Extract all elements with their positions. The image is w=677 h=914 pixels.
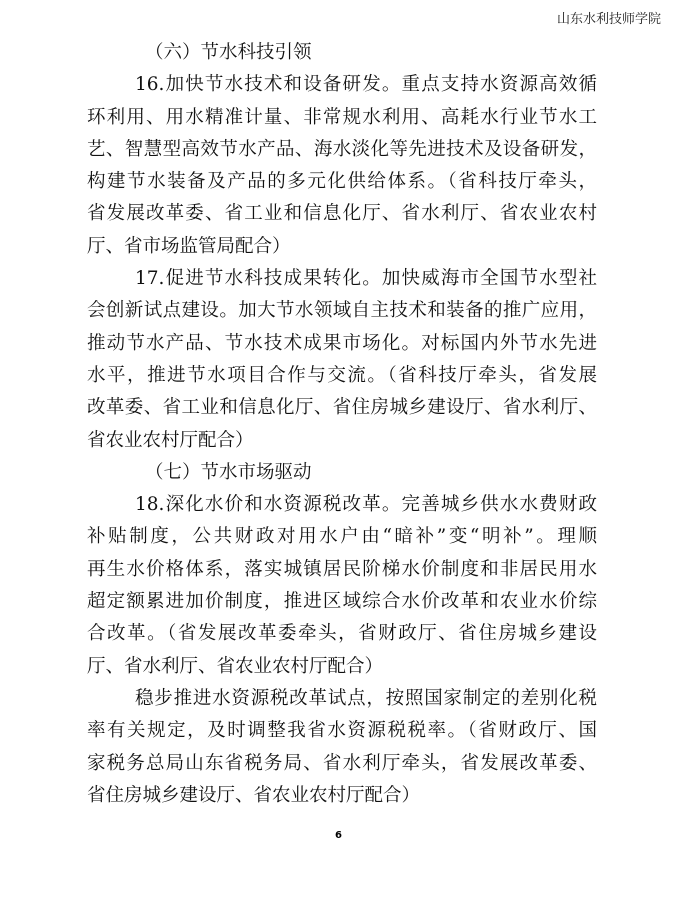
paragraph-line: 稳步推进水资源税改革试点，按照国家制定的差别化税 (135, 687, 597, 709)
section-heading: （六）节水科技引领 (145, 42, 312, 63)
paragraph-line: 率有关规定，及时调整我省水资源税税率。（省财政厅、国 (87, 720, 597, 742)
paragraph-line: 艺、智慧型高效节水产品、海水淡化等先进技术及设备研发， (87, 138, 597, 160)
paragraph-line: 改革委、省工业和信息化厅、省住房城乡建设厅、省水利厅、 (87, 397, 597, 419)
paragraph-line: 省发展改革委、省工业和信息化厅、省水利厅、省农业农村 (87, 203, 597, 225)
section-heading: （七）节水市场驱动 (145, 461, 312, 483)
paragraph-line: 超定额累进加价制度，推进区域综合水价改革和农业水价综 (87, 591, 597, 613)
paragraph-line: 构建节水装备及产品的多元化供给体系。（省科技厅牵头， (87, 171, 597, 193)
paragraph-line: 家税务总局山东省税务局、省水利厅牵头，省发展改革委、 (87, 752, 597, 774)
paragraph-line: 厅、省市场监管局配合） (87, 235, 291, 257)
document-body (87, 37, 597, 812)
watermark-text: 山东水利技师学院 (556, 12, 661, 27)
page-number: 6 (335, 830, 342, 841)
paragraph-line: 厅、省水利厅、省农业农村厅配合） (87, 655, 384, 677)
paragraph-line: 合改革。（省发展改革委牵头，省财政厅、省住房城乡建设 (87, 623, 597, 645)
paragraph-line: 省住房城乡建设厅、省农业农村厅配合） (87, 784, 421, 806)
paragraph-line: 再生水价格体系，落实城镇居民阶梯水价制度和非居民用水 (87, 558, 597, 580)
paragraph-line: 17.促进节水科技成果转化。加快威海市全国节水型社 (135, 268, 597, 290)
paragraph-line: 18.深化水价和水资源税改革。完善城乡供水水费财政 (135, 494, 597, 516)
paragraph-line: 补贴制度，公共财政对用水户由“暗补”变“明补”。理顺 (87, 526, 597, 548)
paragraph-line: 16.加快节水技术和设备研发。重点支持水资源高效循 (135, 74, 597, 96)
paragraph-line: 省农业农村厅配合） (87, 429, 254, 451)
paragraph-line: 环利用、用水精准计量、非常规水利用、高耗水行业节水工 (87, 106, 597, 128)
paragraph-line: 水平，推进节水项目合作与交流。（省科技厅牵头，省发展 (87, 364, 597, 386)
paragraph-line: 会创新试点建设。加大节水领域自主技术和装备的推广应用， (87, 300, 597, 322)
paragraph-line: 推动节水产品、节水技术成果市场化。对标国内外节水先进 (87, 332, 597, 354)
